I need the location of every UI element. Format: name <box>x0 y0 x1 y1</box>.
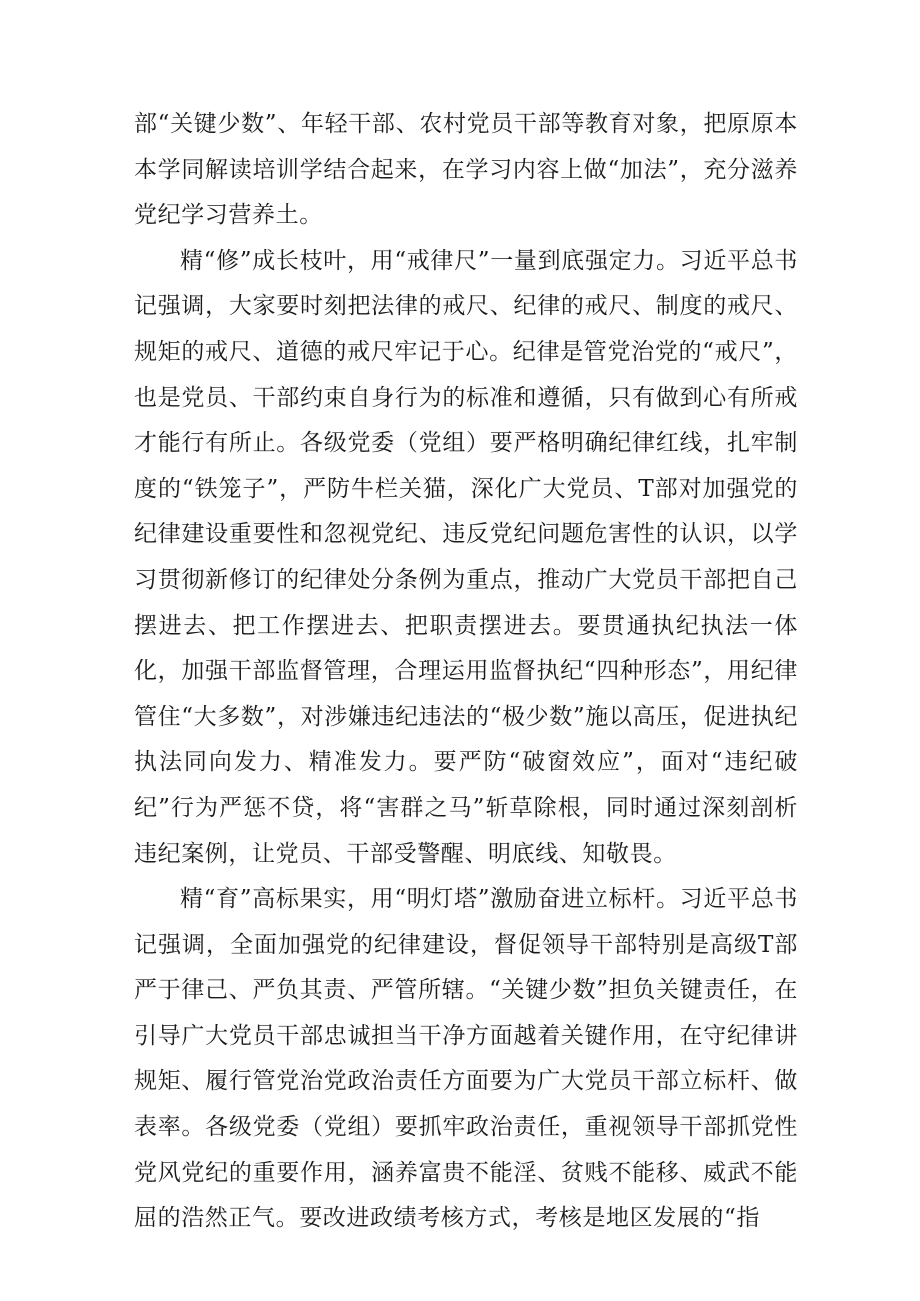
document-body <box>134 102 798 1242</box>
paragraph-1: 部“关键少数”、年轻干部、农村党员干部等教育对象，把原原本本学同解读培训学结合起来，在学习内容上做“加法”，充分滋养党纪学习营养土。 <box>134 111 798 229</box>
paragraph-3: 精“育”高标果实，用“明灯塔”激励奋进立标杆。习近平总书记强调，全面加强党的纪律建设，督促领导干部特别是高级T部严于律己、严负其责、严管所辖。“关键少数”担负关键责任，在引导广大党员干部忠诚担当干净方面越着关键作用，在守纪律讲规矩、履行管党治党政治责任方面要为广大党员干部立标杆、做表率。各级党委（党组）要抓牢政治责任，重视领导干部抓党性党风党纪的重要作用，涵养富贵不能淫、贫贱不能移、威武不能屈的浩然正气。要改进政绩考核方式，考核是地区发展的“指 <box>134 886 798 1232</box>
paragraph-2: 精“修”成长枝叶，用“戒律尺”一量到底强定力。习近平总书记强调，大家要时刻把法律的戒尺、纪律的戒尺、制度的戒尺、规矩的戒尺、道德的戒尺牢记于心。纪律是管党治党的“戒尺”，也是党员、干部约束自身行为的标准和遵循，只有做到心有所戒才能行有所止。各级党委（党组）要严格明确纪律红线，扎牢制度的“铁笼子”，严防牛栏关猫，深化广大党员、T部对加强党的纪律建设重要性和忽视党纪、违反党纪问题危害性的认识，以学习贯彻新修订的纪律处分条例为重点，推动广大党员干部把自己摆进去、把工作摆进去、把职责摆进去。要贯通执纪执法一体化，加强干部监督管理，合理运用监督执纪“四种形态”，用纪律管住“大多数”，对涉嫌违纪违法的“极少数”施以高压，促进执纪执法同向发力、精准发力。要严防“破窗效应”，面对“违纪破纪”行为严惩不贷，将“害群之马”斩草除根，同时通过深刻剖析违纪案例，让党员、干部受警醒、明底线、知敬畏。 <box>134 247 798 867</box>
